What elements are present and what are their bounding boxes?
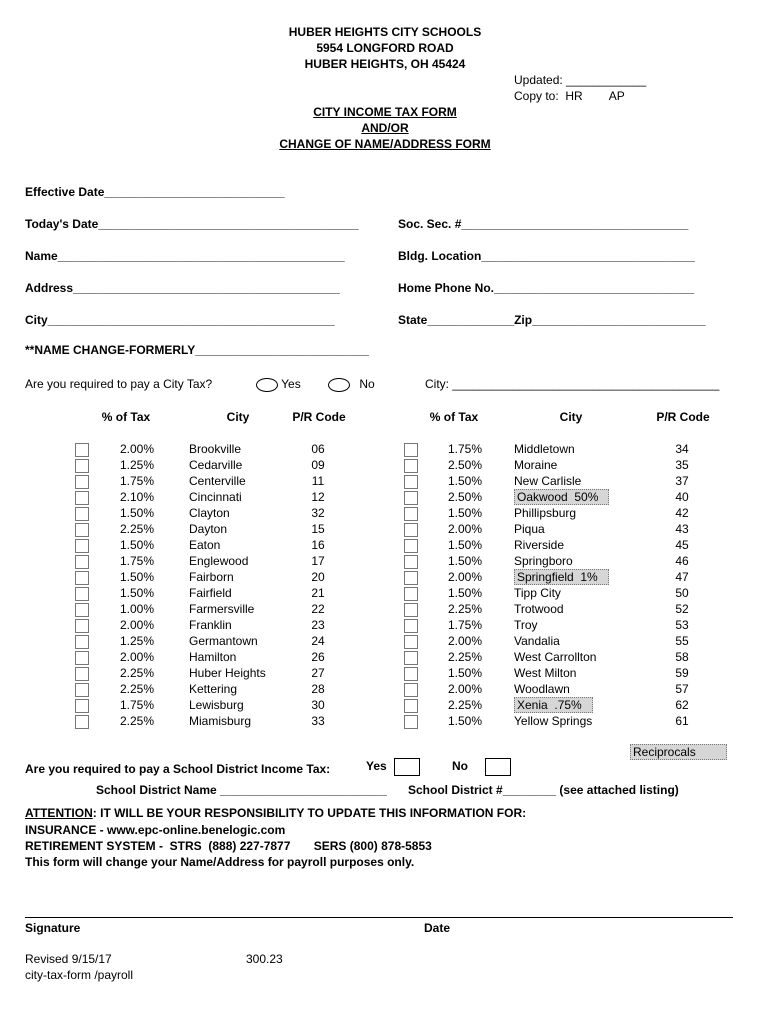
- pr-code: 22: [311, 602, 325, 616]
- city-name: Farmersville: [189, 602, 255, 616]
- pr-code: 57: [675, 682, 689, 696]
- right-city-checkbox[interactable]: [404, 523, 418, 537]
- school-tax-no-checkbox[interactable]: [485, 758, 511, 776]
- tax-percent: 1.50%: [119, 506, 154, 520]
- city-tax-yes-radio[interactable]: [256, 378, 278, 392]
- pr-code: 47: [675, 570, 689, 584]
- right-city-checkbox[interactable]: [404, 443, 418, 457]
- pr-code: 28: [311, 682, 325, 696]
- pr-code: 24: [311, 634, 325, 648]
- pr-code: 42: [675, 506, 689, 520]
- name-change-field[interactable]: **NAME CHANGE-FORMERLY__________________________: [25, 343, 369, 357]
- right-city-checkbox[interactable]: [404, 715, 418, 729]
- city-name: Tipp City: [514, 586, 561, 600]
- city-name: Riverside: [514, 538, 565, 552]
- pr-code: 40: [675, 490, 689, 504]
- form-title-1: CITY INCOME TAX FORM: [313, 105, 457, 119]
- city-name: Dayton: [189, 522, 228, 536]
- pr-code: 26: [311, 650, 325, 664]
- city-name: Hamilton: [189, 650, 237, 664]
- updated-field[interactable]: Updated: ____________: [514, 73, 647, 87]
- city-name: Brookville: [189, 442, 242, 456]
- left-city-checkbox[interactable]: [75, 491, 89, 505]
- pr-code: 17: [311, 554, 325, 568]
- left-city-checkbox[interactable]: [75, 443, 89, 457]
- left-city-checkbox[interactable]: [75, 539, 89, 553]
- city-name: Lewisburg: [189, 698, 244, 712]
- pr-code: 06: [311, 442, 325, 456]
- city-name: Springboro: [514, 554, 573, 568]
- copy-to: Copy to: HR AP: [514, 89, 625, 103]
- left-city-checkbox[interactable]: [75, 459, 89, 473]
- effective-date-field[interactable]: Effective Date___________________________: [25, 185, 285, 199]
- right-city-checkbox[interactable]: [404, 555, 418, 569]
- left-header-pct: % of Tax: [101, 410, 151, 424]
- tax-percent: 2.00%: [119, 618, 154, 632]
- revised-date: Revised 9/15/17: [25, 952, 112, 966]
- city-name: Trotwood: [514, 602, 564, 616]
- pr-code: 16: [311, 538, 325, 552]
- pr-code: 27: [311, 666, 325, 680]
- city-name: Oakwood 50%: [514, 489, 609, 505]
- tax-percent: 2.00%: [447, 682, 482, 696]
- tax-percent: 2.00%: [119, 650, 154, 664]
- city-name: Xenia .75%: [514, 697, 593, 713]
- left-city-checkbox[interactable]: [75, 603, 89, 617]
- tax-percent: 2.25%: [119, 666, 154, 680]
- left-city-checkbox[interactable]: [75, 523, 89, 537]
- left-city-checkbox[interactable]: [75, 587, 89, 601]
- right-city-checkbox[interactable]: [404, 475, 418, 489]
- tax-percent: 1.25%: [119, 634, 154, 648]
- attention-text: : IT WILL BE YOUR RESPONSIBILITY TO UPDATE THIS INFORMATION FOR:: [92, 806, 527, 820]
- right-city-checkbox[interactable]: [404, 507, 418, 521]
- pr-code: 37: [675, 474, 689, 488]
- tax-percent: 2.25%: [119, 522, 154, 536]
- tax-percent: 1.50%: [447, 506, 482, 520]
- left-city-checkbox[interactable]: [75, 619, 89, 633]
- school-district-name-field[interactable]: School District Name _________________________: [96, 783, 387, 797]
- city-name: Clayton: [189, 506, 230, 520]
- city-name: Springfield 1%: [514, 569, 609, 585]
- soc-sec-field[interactable]: Soc. Sec. #__________________________________: [398, 217, 689, 231]
- right-city-checkbox[interactable]: [404, 459, 418, 473]
- tax-percent: 1.50%: [447, 714, 482, 728]
- left-city-checkbox[interactable]: [75, 683, 89, 697]
- tax-percent: 2.00%: [447, 634, 482, 648]
- pr-code: 62: [675, 698, 689, 712]
- city-name: Piqua: [514, 522, 545, 536]
- school-district-number-field[interactable]: School District #________ (see attached listing): [408, 783, 679, 797]
- right-city-checkbox[interactable]: [404, 587, 418, 601]
- city-name: Germantown: [189, 634, 258, 648]
- pr-code: 33: [311, 714, 325, 728]
- right-city-checkbox[interactable]: [404, 491, 418, 505]
- pr-code: 20: [311, 570, 325, 584]
- city-tax-question: Are you required to pay a City Tax?: [25, 377, 213, 391]
- city-name: Miamisburg: [189, 714, 252, 728]
- file-name: city-tax-form /payroll: [25, 968, 134, 982]
- tax-percent: 2.50%: [447, 458, 482, 472]
- city-name: Fairfield: [189, 586, 232, 600]
- school-tax-yes-checkbox[interactable]: [394, 758, 420, 776]
- city-name: Phillipsburg: [514, 506, 577, 520]
- tax-percent: 1.75%: [447, 618, 482, 632]
- name-field[interactable]: Name___________________________________________: [25, 249, 345, 263]
- pr-code: 55: [675, 634, 689, 648]
- city-tax-no-label: No: [359, 377, 375, 391]
- pr-code: 15: [311, 522, 325, 536]
- city-name: Cincinnati: [189, 490, 242, 504]
- right-header-city: City: [559, 410, 583, 424]
- left-city-checkbox[interactable]: [75, 667, 89, 681]
- left-city-checkbox[interactable]: [75, 651, 89, 665]
- reciprocals-label: Reciprocals: [630, 744, 727, 760]
- tax-percent: 1.75%: [119, 474, 154, 488]
- city-name: Fairborn: [189, 570, 234, 584]
- city-name: Cedarville: [189, 458, 243, 472]
- left-city-checkbox[interactable]: [75, 475, 89, 489]
- left-city-checkbox[interactable]: [75, 715, 89, 729]
- right-header-pct: % of Tax: [429, 410, 479, 424]
- city-name: Moraine: [514, 458, 558, 472]
- tax-percent: 1.50%: [447, 474, 482, 488]
- insurance-info: INSURANCE - www.epc-online.benelogic.com: [25, 823, 286, 837]
- form-title-2: AND/OR: [361, 121, 409, 135]
- school-tax-yes-label: Yes: [366, 759, 387, 774]
- tax-percent: 2.50%: [447, 490, 482, 504]
- pr-code: 45: [675, 538, 689, 552]
- signature-line: [25, 917, 733, 918]
- right-city-checkbox[interactable]: [404, 635, 418, 649]
- tax-percent: 1.50%: [119, 538, 154, 552]
- tax-percent: 1.75%: [119, 554, 154, 568]
- city-tax-no-radio[interactable]: [328, 378, 350, 392]
- pr-code: 11: [311, 474, 325, 488]
- tax-percent: 1.50%: [447, 586, 482, 600]
- city-name: Franklin: [189, 618, 232, 632]
- left-header-code: P/R Code: [292, 410, 346, 424]
- tax-percent: 1.75%: [447, 442, 482, 456]
- pr-code: 59: [675, 666, 689, 680]
- org-name: HUBER HEIGHTS CITY SCHOOLS: [288, 25, 482, 39]
- left-city-checkbox[interactable]: [75, 555, 89, 569]
- pr-code: 34: [675, 442, 689, 456]
- right-city-checkbox[interactable]: [404, 619, 418, 633]
- city-name: Middletown: [514, 442, 575, 456]
- left-city-checkbox[interactable]: [75, 507, 89, 521]
- right-city-checkbox[interactable]: [404, 667, 418, 681]
- retirement-info: RETIREMENT SYSTEM - STRS (888) 227-7877 SERS (800) 878-5853: [25, 839, 432, 853]
- tax-percent: 2.25%: [447, 602, 482, 616]
- signature-label: Signature: [25, 921, 81, 935]
- pr-code: 21: [311, 586, 325, 600]
- todays-date-field[interactable]: Today's Date_______________________________________: [25, 217, 359, 231]
- tax-percent: 2.00%: [447, 570, 482, 584]
- city-name: Centerville: [189, 474, 246, 488]
- home-phone-field[interactable]: Home Phone No.______________________________: [398, 281, 695, 295]
- tax-percent: 2.00%: [447, 522, 482, 536]
- tax-percent: 1.50%: [447, 666, 482, 680]
- right-header-code: P/R Code: [656, 410, 710, 424]
- pr-code: 52: [675, 602, 689, 616]
- city-name: West Carrollton: [514, 650, 597, 664]
- pr-code: 50: [675, 586, 689, 600]
- tax-percent: 1.50%: [119, 586, 154, 600]
- city-name: New Carlisle: [514, 474, 582, 488]
- pr-code: 46: [675, 554, 689, 568]
- form-title-3: CHANGE OF NAME/ADDRESS FORM: [279, 137, 491, 151]
- right-city-checkbox[interactable]: [404, 699, 418, 713]
- tax-percent: 2.25%: [119, 714, 154, 728]
- attention-label: ATTENTION: [25, 806, 93, 820]
- right-city-checkbox[interactable]: [404, 539, 418, 553]
- bldg-location-field[interactable]: Bldg. Location________________________________: [398, 249, 695, 263]
- city-name: Englewood: [189, 554, 249, 568]
- tax-percent: 1.50%: [447, 554, 482, 568]
- tax-percent: 1.50%: [447, 538, 482, 552]
- pr-code: 32: [311, 506, 325, 520]
- right-city-checkbox[interactable]: [404, 571, 418, 585]
- org-city: HUBER HEIGHTS, OH 45424: [304, 57, 466, 71]
- pr-code: 12: [311, 490, 325, 504]
- tax-percent: 2.25%: [447, 698, 482, 712]
- pr-code: 35: [675, 458, 689, 472]
- tax-percent: 2.00%: [119, 442, 154, 456]
- address-field[interactable]: Address________________________________________: [25, 281, 340, 295]
- right-city-checkbox[interactable]: [404, 603, 418, 617]
- tax-percent: 1.25%: [119, 458, 154, 472]
- pr-code: 43: [675, 522, 689, 536]
- pr-code: 23: [311, 618, 325, 632]
- city-name: Woodlawn: [514, 682, 570, 696]
- tax-percent: 1.50%: [119, 570, 154, 584]
- tax-percent: 2.25%: [447, 650, 482, 664]
- tax-percent: 1.75%: [119, 698, 154, 712]
- right-city-checkbox[interactable]: [404, 683, 418, 697]
- city-field[interactable]: City___________________________________________: [25, 313, 335, 327]
- pr-code: 09: [311, 458, 325, 472]
- left-header-city: City: [226, 410, 250, 424]
- left-city-checkbox[interactable]: [75, 635, 89, 649]
- city-tax-city-field[interactable]: City: ________________________________________: [425, 377, 720, 391]
- city-name: West Milton: [514, 666, 577, 680]
- pr-code: 61: [675, 714, 689, 728]
- left-city-checkbox[interactable]: [75, 699, 89, 713]
- date-label: Date: [424, 921, 451, 935]
- city-name: Eaton: [189, 538, 221, 552]
- city-name: Huber Heights: [189, 666, 266, 680]
- left-city-checkbox[interactable]: [75, 571, 89, 585]
- school-tax-no-label: No: [452, 759, 468, 774]
- city-tax-yes-label: Yes: [281, 377, 301, 391]
- right-city-checkbox[interactable]: [404, 651, 418, 665]
- pr-code: 53: [675, 618, 689, 632]
- tax-percent: 2.10%: [119, 490, 154, 504]
- tax-percent: 2.25%: [119, 682, 154, 696]
- city-name: Yellow Springs: [514, 714, 593, 728]
- pr-code: 30: [311, 698, 325, 712]
- pr-code: 58: [675, 650, 689, 664]
- payroll-note: This form will change your Name/Address for payroll purposes only.: [25, 855, 415, 869]
- city-name: Vandalia: [514, 634, 560, 648]
- form-number: 300.23: [246, 952, 283, 966]
- school-tax-question: Are you required to pay a School District Income Tax:: [25, 762, 331, 776]
- state-zip-field[interactable]: State_____________Zip__________________________: [398, 313, 706, 327]
- city-name: Troy: [514, 618, 538, 632]
- org-street: 5954 LONGFORD ROAD: [316, 41, 454, 55]
- tax-percent: 1.00%: [119, 602, 154, 616]
- city-name: Kettering: [189, 682, 238, 696]
